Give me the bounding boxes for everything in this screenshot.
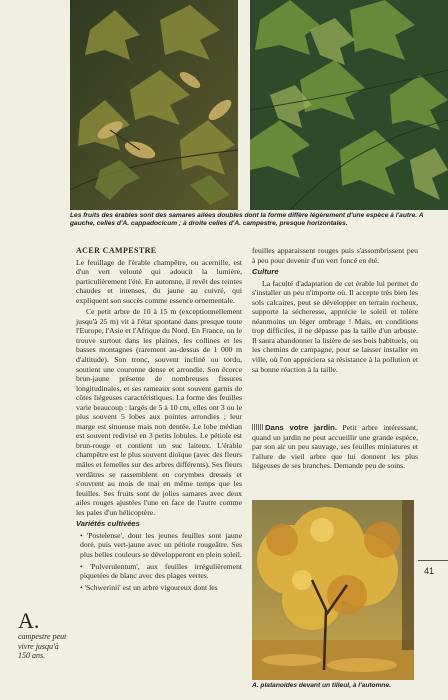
page-tab-rule <box>418 560 448 561</box>
text-column-left <box>76 246 242 594</box>
photo-caption-top: Les fruits des érables sont des samares ailées doubles dont la forme diffère légèrement d'une espèce à l'autre. A gauche, celles d'A. cappadocicum ; à droite celles d'A. campestre, presque horizontales. <box>70 212 424 228</box>
list-item: • 'Schwerinii' est un arbre vigoureux dont les <box>80 582 218 592</box>
list-item: • 'Pulverulentum', aux feuilles irrégulièrement piquetées de blanc avec des plages vertes. <box>80 561 242 581</box>
list-item: • 'Postelense', dont les jeunes feuilles sont jaune doré, puis vert-jaune avec un pétiole rougeâtre. Ses plus belles couleurs se développeront en plein soleil. <box>80 530 242 559</box>
subheading-varieties: Variétés cultivées <box>76 519 140 529</box>
section-title: ACER CAMPESTRE <box>76 246 157 255</box>
garden-note-lead: Dans votre jardin. <box>265 423 337 432</box>
paragraph-culture: La faculté d'adaptation de cet érable lui permet de s'installer un peu n'importe où. Il accepte très bien les sols calcaires, peut se développer en terrain rocheux, supporte la sécheresse, apprécie le soleil et tolère néanmoins un léger ombrage ! Mais, en conditions trop difficiles, il ne dépasse pas la taille d'un arbuste. Il saura abandonner la lisière de ses bois habituels, ou les chemins de campagne, pour se laisser installer en ville, où l'on appréciera sa résistance à la pollution et sa bonne réaction à la taille. <box>252 278 418 374</box>
subheading-culture: Culture <box>252 267 279 277</box>
photo-bottom <box>252 500 414 680</box>
hatch-marker-icon <box>252 424 263 430</box>
margin-note-text: campestre peut vivre jusqu'à 150 ans. <box>18 632 67 661</box>
paragraph-continuation: feuilles apparaissent rouges puis s'assombrissent peu à peu pour devenir d'un vert foncé en été. <box>252 246 418 265</box>
garden-note <box>252 423 418 473</box>
garden-note-text: Petit arbre intéressant, quand un jardin ne peut accueillir une grande espèce, par son air un peu sauvage, ses feuilles miniatures et l'allure de vieil arbre que lui donnent les plus liégeuses de ses branches. Demande peu de soins. <box>252 423 418 471</box>
paragraph-intro: Le feuillage de l'érable champêtre, ou acernille, est d'un vert velouté qui adoucit la lumière, particulièrement l'été. En automne, il revêt des teintes chaudes et intenses, du jaune au cuivré, qui expliquent son succès comme essence ornementale. <box>76 257 242 305</box>
text-column-right <box>252 246 418 376</box>
margin-note <box>18 610 70 661</box>
photo-caption-bottom: A. platanoides devant un tilleul, à l'automne. <box>252 682 391 689</box>
margin-note-letter: A. <box>18 608 40 633</box>
photo-top-right <box>250 0 448 210</box>
page-number: 41 <box>424 566 435 576</box>
photo-top-left <box>70 0 238 210</box>
paragraph-description: Ce petit arbre de 10 à 15 m (exceptionnellement jusqu'à 25 m) vit à l'état spontané dans presque toute l'Europe, l'Asie et l'Afrique du Nord. En France, on le trouve surtout dans les plaines, les collines et les basses montagnes (rarement au-dessus de 1 000 m d'altitude). Son tronc, souvent incliné ou tordu, soutient une couronne dense et arrondie. Son écorce brun-jaune présente de nombreuses fissures longitudinales, et ses rameaux sont souvent garnis de côtes liégeuses caractéristiques. La forme des feuilles varie beaucoup : largés de 5 à 10 cm, elles ont 3 ou le plus souvent 5 lobes aux pointes arrondies ; leur marge est sinueuse mais non dentée. Le lobe médian est souvent redivisé en 3 petits lobules. Le pétiole est brun-rouge et contient un suc laiteux. L'érable champêtre est le plus souvent dioïque (avec des fleurs mâles et femelles sur des arbres différents). Ses fleurs verdâtres se rassemblent en corymbes dressés et s'ouvrent au mois de mai en même temps que les feuilles. Ses fruits sont de jolies samares avec deux ailes rouges ajustées l'une en face de l'autre comme les pales d'un hélicoptère. <box>76 307 242 517</box>
